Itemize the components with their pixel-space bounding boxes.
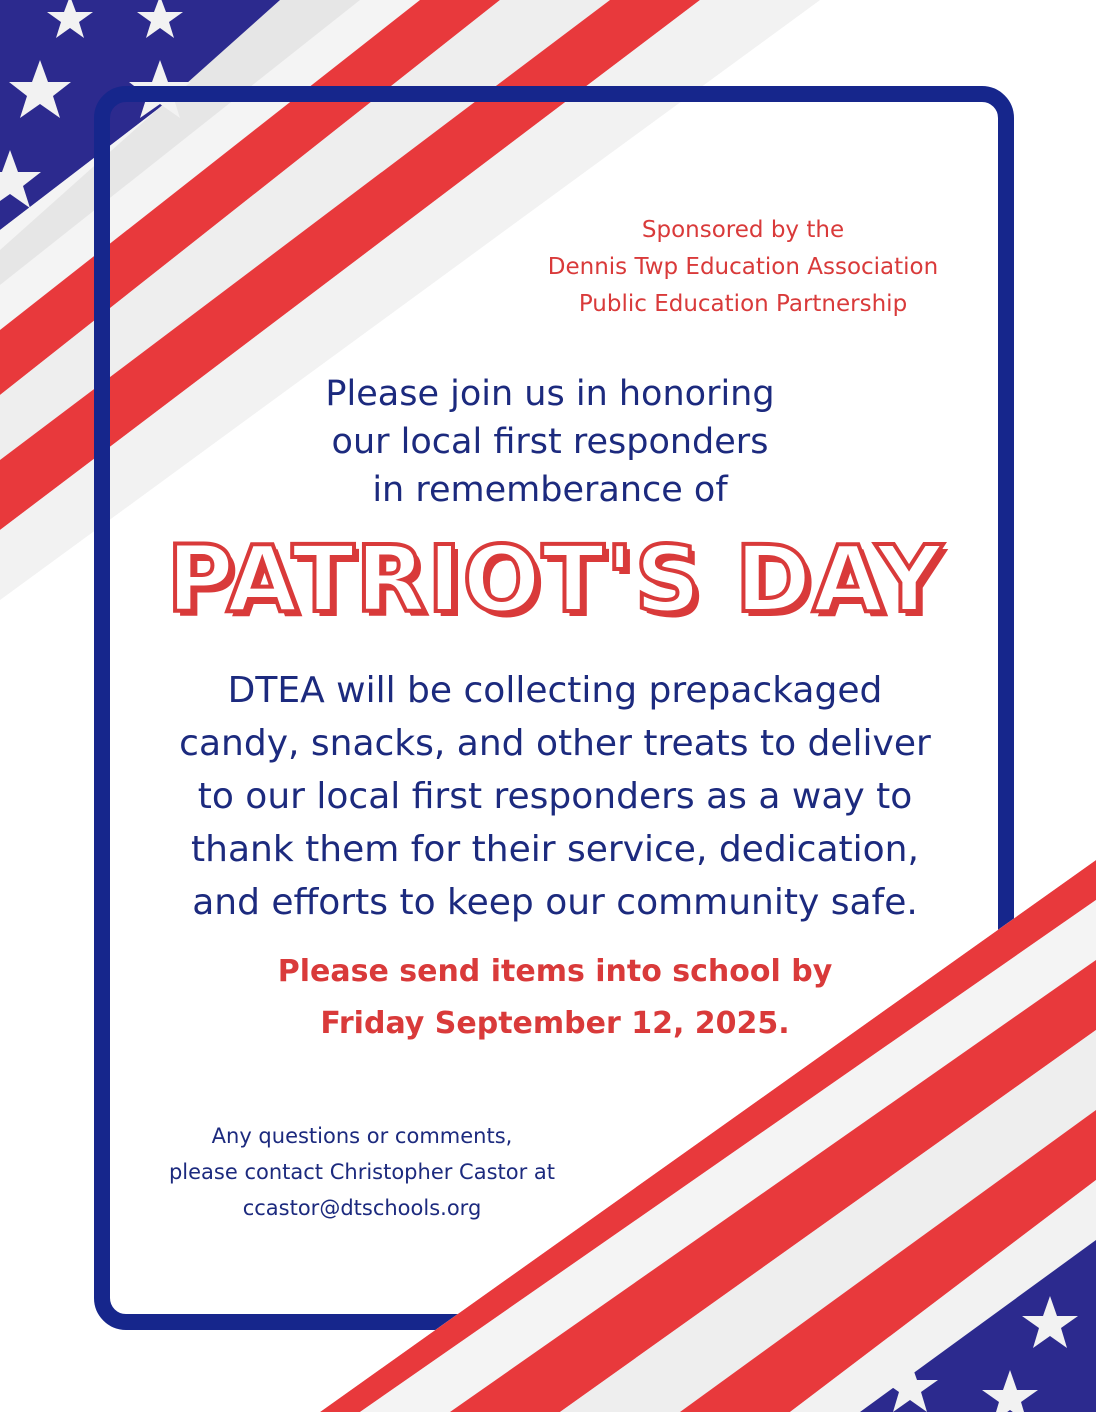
description-line-1: DTEA will be collecting prepackaged <box>227 670 883 711</box>
description-line-2: candy, snacks, and other treats to deliver <box>179 723 931 764</box>
sponsor-line-2: Dennis Twp Education Association <box>547 254 939 280</box>
intro-line-1: Please join us in honoring <box>325 374 775 414</box>
description-line-3: to our local first responders as a way to <box>197 776 913 817</box>
contact-line-2: please contact Christopher Castor at <box>168 1160 556 1184</box>
deadline-line-1: Please send items into school by <box>277 954 833 989</box>
description-line-4: thank them for their service, dedication, <box>191 829 919 870</box>
sponsor-line-3: Public Education Partnership <box>578 291 908 317</box>
contact-line-1: Any questions or comments, <box>211 1124 513 1148</box>
intro-text <box>250 370 850 514</box>
event-title: PATRIOT'S DAY <box>166 526 944 633</box>
description-line-5: and efforts to keep our community safe. <box>192 882 918 923</box>
sponsor-line-1: Sponsored by the <box>641 217 845 243</box>
deadline-line-2: Friday September 12, 2025. <box>320 1006 790 1041</box>
sponsor-text <box>520 212 966 323</box>
deadline-notice <box>230 946 880 1050</box>
event-description <box>130 664 980 929</box>
contact-email[interactable]: ccastor@dtschools.org <box>242 1196 482 1220</box>
contact-info <box>120 1118 604 1226</box>
intro-line-3: in rememberance of <box>372 470 728 510</box>
intro-line-2: our local first responders <box>331 422 769 462</box>
